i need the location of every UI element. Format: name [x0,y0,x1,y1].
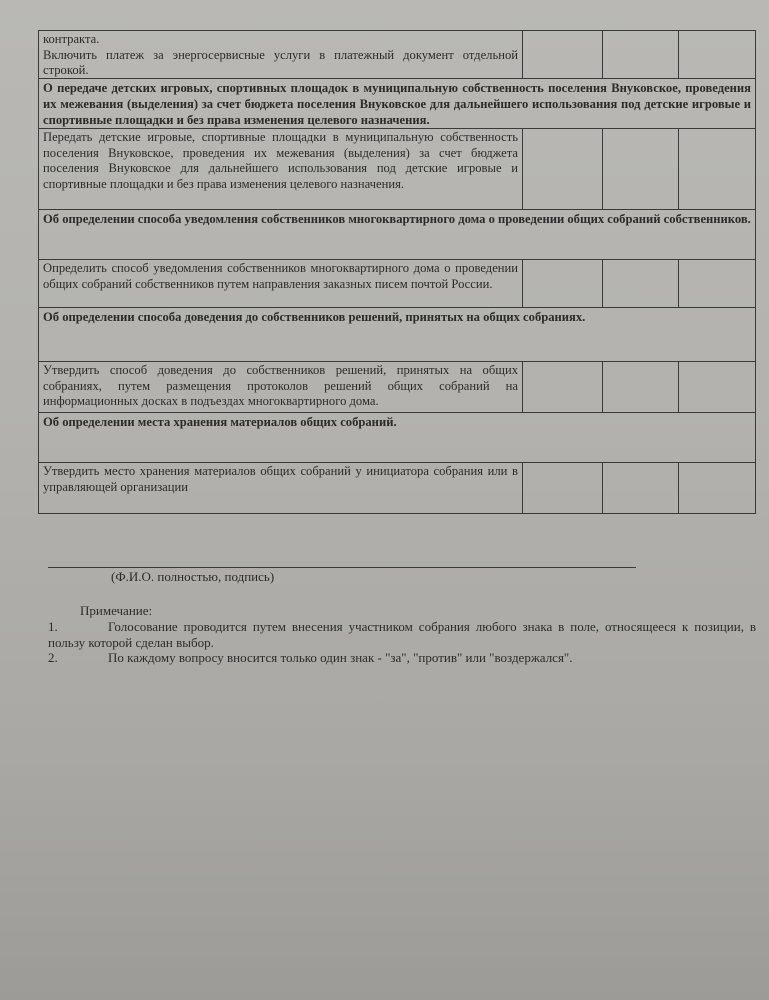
table-row-question: Об определении места хранения материалов общих собраний. [39,412,755,462]
vote-cell-against[interactable] [603,463,679,513]
notes-title: Примечание: [80,603,153,618]
item-text: Утвердить способ доведения до собственников решений, принятых на общих собраниях, путем размещения протоколов решений общих собраний на информационных досках в подъездах многоквартирного дома. [39,362,523,412]
vote-cell-abstain[interactable] [679,31,755,78]
item-text: Передать детские игровые, спортивные площадки в муниципальную собственность поселения Внуковское, проведения их межевания (выделения) за счет бюджета поселения Внуковское для дальнейшего использования под детские игровые и спортивные площадки и без права изменения целевого назначения. [39,129,523,209]
note-number: 2. [48,650,58,665]
vote-cell-for[interactable] [523,31,603,78]
table-row-item [39,361,755,412]
vote-cell-abstain[interactable] [679,362,755,412]
item-text: контракта. Включить платеж за энергосервисные услуги в платежный документ отдельной строкой. [39,31,523,78]
table-row-item [39,259,755,307]
note-number: 1. [48,619,58,634]
note-text: По каждому вопросу вносится только один знак - "за", "против" или "воздержался". [108,650,573,665]
vote-cell-abstain[interactable] [679,129,755,209]
vote-cell-against[interactable] [603,260,679,307]
note-text: Голосование проводится путем внесения участником собрания любого знака в поле, относящееся к позиции, в пользу которой сделан выбор. [48,619,756,650]
vote-cell-against[interactable] [603,31,679,78]
note-item [48,619,756,650]
vote-cell-abstain[interactable] [679,463,755,513]
voting-table [38,30,756,514]
table-row-question: О передаче детских игровых, спортивных площадок в муниципальную собственность поселения Внуковское, проведения их межевания (выделения) за счет бюджета поселения Внуковское для дальнейшего использования под детские игровые и спортивные площадки и без права изменения целевого назначения. [39,78,755,128]
note-item [48,650,756,666]
vote-cell-abstain[interactable] [679,260,755,307]
vote-cell-for[interactable] [523,260,603,307]
table-row-question: Об определении способа уведомления собственников многоквартирного дома о проведении общих собраний собственников. [39,209,755,259]
table-row-item [39,128,755,209]
table-row-item [39,31,755,78]
signature-caption: (Ф.И.О. полностью, подпись) [111,569,275,584]
vote-cell-for[interactable] [523,362,603,412]
table-row-item [39,462,755,513]
signature-line[interactable] [48,567,636,568]
vote-cell-for[interactable] [523,463,603,513]
vote-cell-against[interactable] [603,362,679,412]
vote-cell-for[interactable] [523,129,603,209]
vote-cell-against[interactable] [603,129,679,209]
item-text: Определить способ уведомления собственников многоквартирного дома о проведении общих собраний собственников путем направления заказных писем почтой России. [39,260,523,307]
item-text: Утвердить место хранения материалов общих собраний у инициатора собрания или в управляющей организации [39,463,523,513]
table-row-question: Об определении способа доведения до собственников решений, принятых на общих собраниях. [39,307,755,361]
